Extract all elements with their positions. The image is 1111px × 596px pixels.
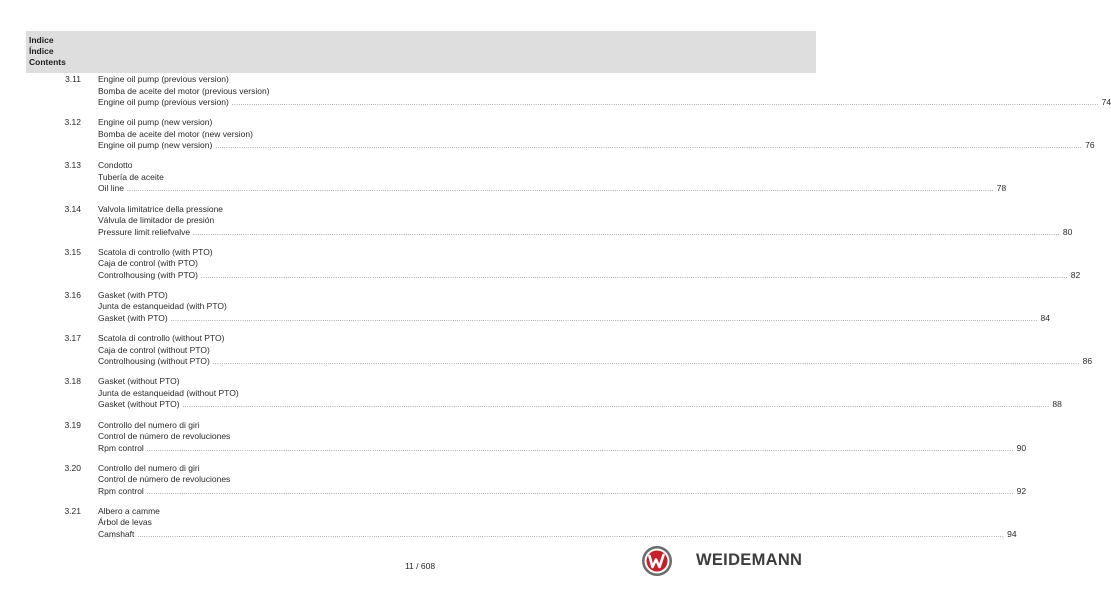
title-spanish: Control de número de revoluciones <box>98 474 231 485</box>
title-italian: Albero a camme <box>98 505 160 516</box>
weidemann-logo <box>640 545 820 577</box>
title-spanish: Bomba de aceite del motor (previous version) <box>98 85 270 96</box>
title-english-row[interactable] <box>98 312 1051 327</box>
dot-leader: ................................................................................................................................................................................................................................................................................................................................................................................................................ <box>201 273 1068 280</box>
section-number: 3.17 <box>64 333 81 344</box>
entry-titles <box>98 419 1027 457</box>
title-italian: Condotto <box>98 160 133 171</box>
page-number: 90 <box>1016 442 1027 453</box>
section-number: 3.16 <box>64 289 81 300</box>
page-number: 78 <box>996 183 1007 194</box>
title-english: Controlhousing (without PTO) <box>98 356 210 367</box>
section-number: 3.11 <box>65 74 81 84</box>
dot-leader: ................................................................................................................................................................................................................................................................................................................................................................................................................ <box>212 360 1080 367</box>
dot-leader: ................................................................................................................................................................................................................................................................................................................................................................................................................ <box>215 144 1083 151</box>
page-number: 94 <box>1007 528 1017 539</box>
page-number: 76 <box>1085 140 1095 151</box>
section-number: 3.18 <box>64 376 81 387</box>
page-number: 86 <box>1082 356 1093 367</box>
title-spanish: Bomba de aceite del motor (new version) <box>98 128 253 139</box>
dot-leader: ................................................................................................................................................................................................................................................................................................................................................................................................................ <box>126 187 994 194</box>
title-english-row[interactable] <box>98 356 1093 370</box>
title-english: Engine oil pump (previous version) <box>98 97 229 107</box>
page-number: 80 <box>1062 226 1073 237</box>
header-label-en: Contents <box>29 57 66 67</box>
toc-entry[interactable] <box>0 462 1027 506</box>
title-english: Engine oil pump (new version) <box>98 140 213 151</box>
section-number: 3.14 <box>64 203 81 214</box>
title-english: Camshaft <box>98 528 135 539</box>
title-italian: Gasket (with PTO) <box>98 289 168 300</box>
title-english-row[interactable] <box>98 485 1027 500</box>
dot-leader: ................................................................................................................................................................................................................................................................................................................................................................................................................ <box>146 489 1014 496</box>
title-english-row[interactable] <box>98 226 1073 241</box>
page-indicator: 11 / 608 <box>404 561 436 571</box>
dot-leader: ................................................................................................................................................................................................................................................................................................................................................................................................................ <box>193 230 1060 237</box>
entry-titles <box>98 462 1027 500</box>
toc-entry[interactable] <box>0 333 1093 376</box>
title-italian: Controllo del numero di giri <box>98 462 200 473</box>
page-number: 92 <box>1016 485 1027 496</box>
section-number: 3.19 <box>64 419 81 430</box>
section-number: 3.21 <box>64 505 81 516</box>
page-number: 74 <box>1101 97 1111 107</box>
weidemann-logo-icon <box>640 545 676 577</box>
entry-titles <box>98 505 1017 543</box>
toc-entry[interactable] <box>0 505 1017 549</box>
dot-leader: ................................................................................................................................................................................................................................................................................................................................................................................................................ <box>231 101 1099 107</box>
entry-titles <box>98 160 1007 197</box>
dot-leader: ................................................................................................................................................................................................................................................................................................................................................................................................................ <box>170 316 1038 323</box>
toc-entry[interactable] <box>0 376 1062 419</box>
title-english: Rpm control <box>98 442 144 453</box>
dot-leader: ................................................................................................................................................................................................................................................................................................................................................................................................................ <box>137 532 1005 539</box>
entry-titles <box>98 246 1081 284</box>
title-english: Gasket (with PTO) <box>98 312 168 323</box>
title-english-row[interactable] <box>98 399 1062 413</box>
dot-leader: ................................................................................................................................................................................................................................................................................................................................................................................................................ <box>182 403 1050 410</box>
section-number: 3.12 <box>64 117 81 128</box>
title-english-row[interactable] <box>98 97 1111 111</box>
title-english: Gasket (without PTO) <box>98 399 180 410</box>
title-italian: Scatola di controllo (with PTO) <box>98 246 213 257</box>
title-english-row[interactable] <box>98 269 1081 284</box>
title-spanish: Junta de estanqueidad (with PTO) <box>98 301 227 312</box>
entry-titles <box>98 117 1095 154</box>
title-spanish: Control de número de revoluciones <box>98 431 231 441</box>
dot-leader: ................................................................................................................................................................................................................................................................................................................................................................................................................ <box>146 446 1014 453</box>
title-spanish: Caja de control (without PTO) <box>98 344 210 355</box>
title-english: Controlhousing (with PTO) <box>98 269 198 280</box>
title-english-row[interactable] <box>98 528 1017 543</box>
toc-list <box>0 74 1111 549</box>
page-number: 82 <box>1070 269 1081 280</box>
title-english-row[interactable] <box>98 442 1027 457</box>
title-italian: Gasket (without PTO) <box>98 376 180 387</box>
title-spanish: Árbol de levas <box>98 517 152 528</box>
toc-entry[interactable] <box>0 74 1111 117</box>
title-italian: Valvola limitatrice della pressione <box>98 203 224 214</box>
title-spanish: Tubería de aceite <box>98 171 164 182</box>
toc-entry[interactable] <box>0 117 1095 160</box>
section-number: 3.13 <box>64 160 81 171</box>
entry-titles <box>98 289 1051 327</box>
title-italian: Engine oil pump (new version) <box>98 117 213 128</box>
title-english: Pressure limit reliefvalve <box>98 226 191 237</box>
title-spanish: Junta de estanqueidad (without PTO) <box>98 387 239 398</box>
toc-entry[interactable] <box>0 203 1073 247</box>
title-spanish: Válvula de limitador de presión <box>98 215 215 226</box>
title-italian: Scatola di controllo (without PTO) <box>98 333 225 344</box>
brand-name: WEIDEMANN <box>696 551 803 569</box>
title-italian: Controllo del numero di giri <box>98 419 200 430</box>
title-english-row[interactable] <box>98 140 1095 154</box>
entry-titles <box>98 203 1073 241</box>
entry-titles <box>98 376 1062 413</box>
toc-entry[interactable] <box>0 289 1051 333</box>
entry-titles <box>98 333 1093 370</box>
header-label-es: Índice <box>29 46 54 56</box>
title-english: Oil line <box>98 183 124 194</box>
toc-entry[interactable] <box>0 246 1081 290</box>
title-italian: Engine oil pump (previous version) <box>98 74 229 84</box>
index-header <box>26 31 816 73</box>
toc-entry[interactable] <box>0 419 1027 463</box>
section-number: 3.20 <box>64 462 81 473</box>
title-english: Rpm control <box>98 485 144 496</box>
title-english-row[interactable] <box>98 183 1007 197</box>
section-number: 3.15 <box>64 246 81 257</box>
header-label-it: Indice <box>29 35 54 45</box>
entry-titles <box>98 74 1111 111</box>
title-spanish: Caja de control (with PTO) <box>98 258 198 269</box>
page-number: 84 <box>1040 312 1051 323</box>
toc-entry[interactable] <box>0 160 1007 203</box>
page-number: 88 <box>1052 399 1062 410</box>
